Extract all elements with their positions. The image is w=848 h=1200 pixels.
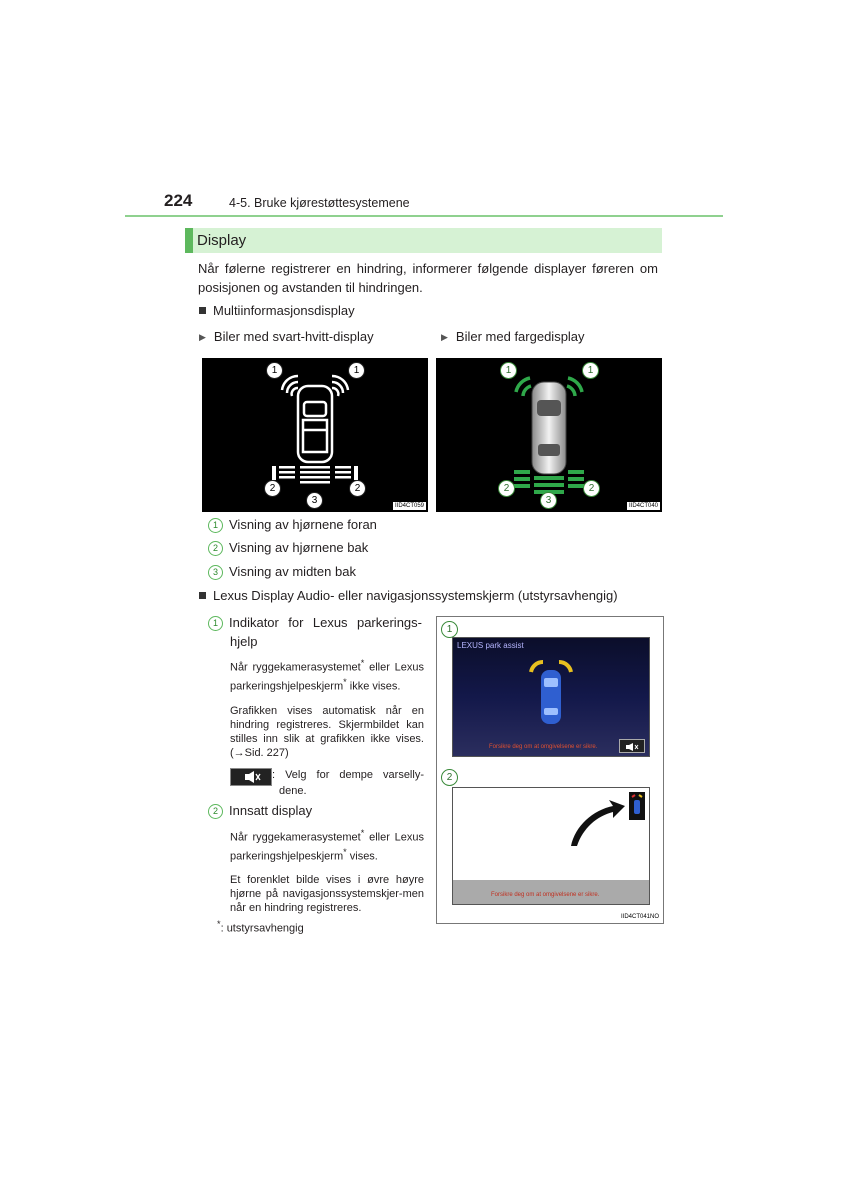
item1-title-b: hjelp [230, 634, 258, 649]
lexus-heading [199, 588, 618, 603]
screen-mute-button[interactable] [619, 739, 645, 753]
item2-title [208, 803, 312, 819]
color-caption-text: Biler med fargedisplay [455, 329, 585, 344]
park-assist-hint: Forsikre deg om at omgivelsene er sikre. [489, 744, 598, 750]
marker-1-left: 1 [500, 362, 517, 379]
legend-number: 1 [208, 518, 223, 533]
mute-button[interactable] [230, 768, 272, 786]
legend-text: Visning av midten bak [229, 564, 356, 579]
display-heading-bar [185, 228, 662, 253]
bw-caption-text: Biler med svart-hvitt-display [213, 329, 374, 344]
intro-text: Når følerne registrerer en hindring, informerer følgende displayer føreren om posisjonen og avstanden til hindringen. [198, 261, 658, 295]
legend-item [208, 540, 368, 556]
bw-car-illustration [202, 358, 428, 512]
marker-3: 3 [540, 492, 557, 509]
legend-item [208, 517, 377, 533]
inset-arrow-illustration [453, 788, 649, 904]
mute-button-text-b: dene. [279, 785, 307, 797]
mute-speaker-icon [231, 769, 271, 785]
p1-text: Når ryggekamerasystemet [230, 661, 361, 674]
color-display-panel [436, 358, 662, 512]
legend-text: Visning av hjørnene foran [229, 517, 377, 532]
lexus-heading-text: Lexus Display Audio- eller navigasjonssystemskjerm (utstyrsavhengig) [213, 588, 618, 603]
marker-2-left: 2 [264, 480, 281, 497]
inset-hint: Forsikre deg om at omgivelsene er sikre. [491, 892, 600, 898]
marker-2-right: 2 [349, 480, 366, 497]
color-image-code: IID4CT040 [628, 503, 658, 509]
p1-text: vises. [346, 850, 378, 863]
footnote-star: * [360, 828, 365, 838]
triangle-bullet-icon: ▶ [441, 332, 448, 342]
inset-display-screen [452, 787, 650, 905]
footnote-star: * [343, 846, 347, 857]
item1-title-a: Indikator for Lexus parkerings- [229, 615, 422, 630]
display-title: Display [197, 232, 247, 249]
page-number: 224 [164, 191, 193, 210]
item-number: 1 [208, 616, 223, 631]
item2-paragraph2: Et forenklet bilde vises i øvre høyre hjørne på navigasjonssystemskjer-men når en hindring registreres. [230, 874, 424, 914]
mute-speaker-icon [620, 741, 644, 753]
item1-paragraph1 [230, 656, 424, 693]
p1-text: ikke vises. [346, 680, 401, 693]
legend-number: 3 [208, 565, 223, 580]
p1-text: Når ryggekamerasystemet [230, 831, 361, 844]
marker-2-right: 2 [583, 480, 600, 497]
triangle-bullet-icon: ▶ [199, 332, 206, 342]
marker-2-left: 2 [498, 480, 515, 497]
figure-marker-1: 1 [441, 621, 458, 638]
lexus-figure [436, 616, 664, 924]
p1-text: eller Lexus parkeringshjelpeskjerm [230, 831, 424, 863]
color-car-illustration [436, 358, 662, 512]
legend-number: 2 [208, 541, 223, 556]
item1-title [208, 613, 424, 651]
marker-1-left: 1 [266, 362, 283, 379]
footnote [217, 919, 304, 935]
legend-text: Visning av hjørnene bak [229, 540, 369, 555]
footnote-star: * [360, 658, 365, 668]
marker-1-right: 1 [348, 362, 365, 379]
figure-image-code: IID4CT041NO [620, 914, 659, 920]
bw-display-panel [202, 358, 428, 512]
figure-marker-2: 2 [441, 769, 458, 786]
footnote-text: : utstyrsavhengig [220, 922, 304, 935]
multi-heading-text: Multiinformasjonsdisplay [213, 303, 355, 318]
bw-image-code: IID4CT059 [394, 503, 424, 509]
p1-text: eller Lexus parkeringshjelpeskjerm [230, 661, 424, 693]
multi-heading [199, 303, 355, 318]
footnote-star: * [343, 676, 347, 687]
legend-item [208, 564, 356, 580]
footnote-star: * [217, 919, 221, 929]
marker-1-right: 1 [582, 362, 599, 379]
square-bullet-icon [199, 307, 206, 314]
color-caption [441, 329, 585, 344]
square-bullet-icon [199, 592, 206, 599]
mute-button-text-a: : Velg for dempe varselly- [272, 769, 424, 781]
item1-paragraph2: Grafikken vises automatisk når en hindring registreres. Skjermbildet kan stilles inn slik at grafikken ikke vises. (→Sid. 227) [230, 705, 424, 759]
heading-stripe [185, 228, 193, 253]
item2-title-text: Innsatt display [229, 803, 313, 818]
header-rule [125, 215, 723, 217]
park-assist-screen-title: LEXUS park assist [457, 641, 524, 650]
item-number: 2 [208, 804, 223, 819]
park-assist-screen [452, 637, 650, 757]
item2-paragraph1 [230, 826, 424, 863]
bw-caption [199, 329, 374, 344]
section-title: 4-5. Bruke kjørestøttesystemene [229, 196, 410, 210]
marker-3: 3 [306, 492, 323, 509]
